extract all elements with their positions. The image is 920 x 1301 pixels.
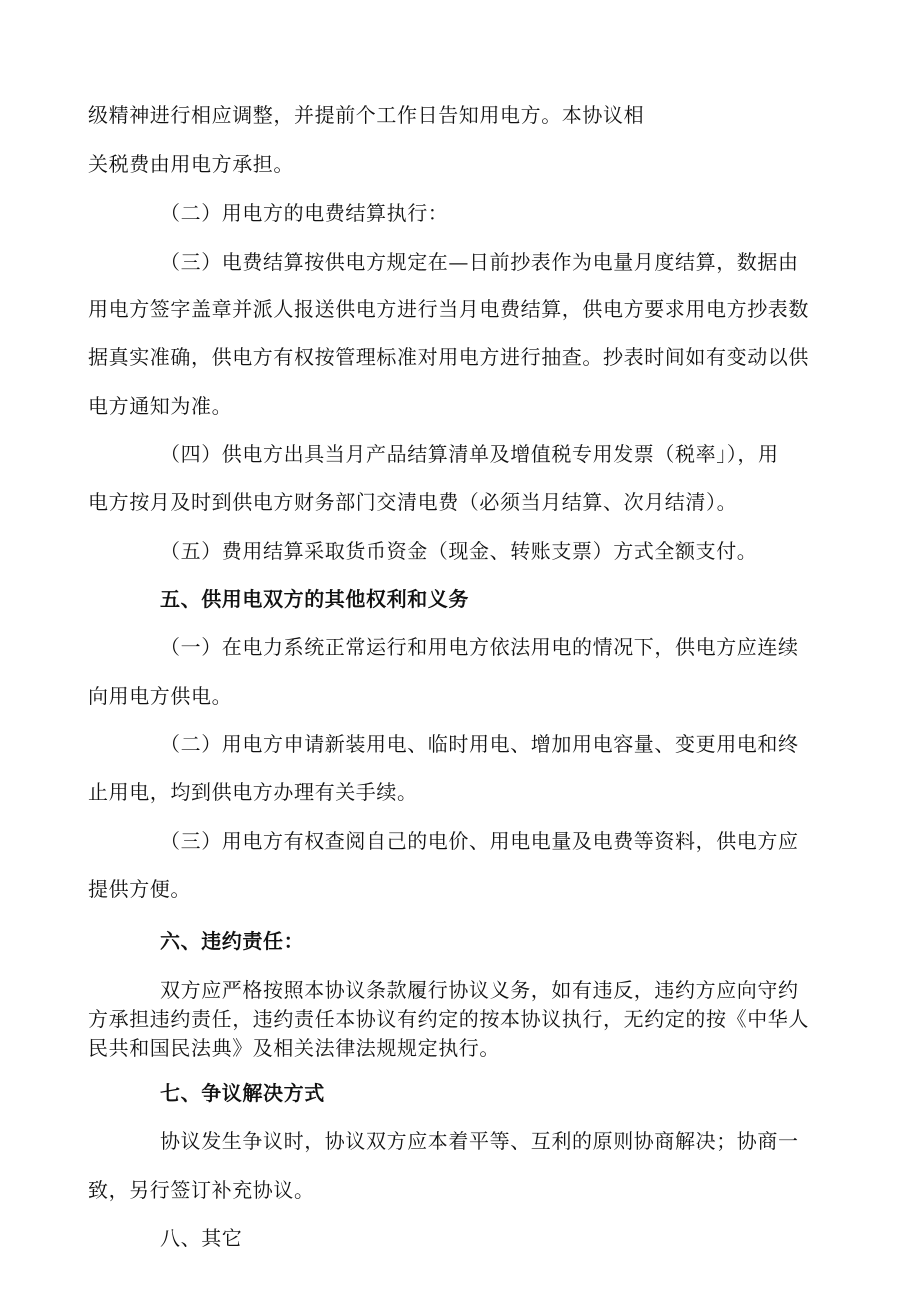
body-line: 关税费由用电方承担。: [88, 152, 294, 176]
body-line: 八、其它: [160, 1226, 243, 1250]
body-line: （四）供电方出具当月产品结算清单及增值税专用发票（税率」），用: [160, 442, 779, 466]
body-line: 民共和国民法典》及相关法律法规规定执行。: [88, 1036, 500, 1060]
body-line: 协议发生争议时，协议双方应本着平等、互利的原则协商解决；协商一: [160, 1129, 799, 1153]
body-line: 提供方便。: [88, 877, 191, 901]
body-line: 止用电，均到供电方办理有关手续。: [88, 780, 418, 804]
body-line: 电方通知为准。: [88, 394, 233, 418]
section-heading: 七、争议解决方式: [160, 1081, 325, 1105]
body-line: 致，另行签订补充协议。: [88, 1178, 315, 1202]
body-line: （三）用电方有权查阅自己的电价、用电电量及电费等资料，供电方应: [160, 829, 799, 853]
body-line: （一）在电力系统正常运行和用电方依法用电的情况下，供电方应连续: [160, 635, 799, 659]
body-line: 用电方签字盖章并派人报送供电方进行当月电费结算，供电方要求用电方抄表数: [88, 297, 809, 321]
body-line: 据真实准确，供电方有权按管理标准对用电方进行抽查。抄表时间如有变动以供: [88, 345, 809, 369]
body-line: （五）费用结算采取货币资金（现金、转账支票）方式全额支付。: [160, 539, 758, 563]
section-heading: 六、违约责任：: [160, 929, 305, 953]
body-line: （二）用电方的电费结算执行：: [160, 201, 449, 225]
body-line: 双方应严格按照本协议条款履行协议义务，如有违反，违约方应向守约: [160, 978, 799, 1002]
body-line: （二）用电方申请新装用电、临时用电、增加用电容量、变更用电和终: [160, 732, 799, 756]
body-line: 级精神进行相应调整，并提前个工作日告知用电方。本协议相: [88, 103, 645, 127]
body-line: 方承担违约责任，违约责任本协议有约定的按本协议执行，无约定的按《中华人: [88, 1007, 809, 1031]
body-line: （三）电费结算按供电方规定在—日前抄表作为电量月度结算，数据由: [160, 250, 799, 274]
body-line: 电方按月及时到供电方财务部门交清电费（必须当月结算、次月结清）。: [88, 490, 738, 514]
section-heading: 五、供用电双方的其他权利和义务: [160, 587, 469, 611]
body-line: 向用电方供电。: [88, 684, 233, 708]
